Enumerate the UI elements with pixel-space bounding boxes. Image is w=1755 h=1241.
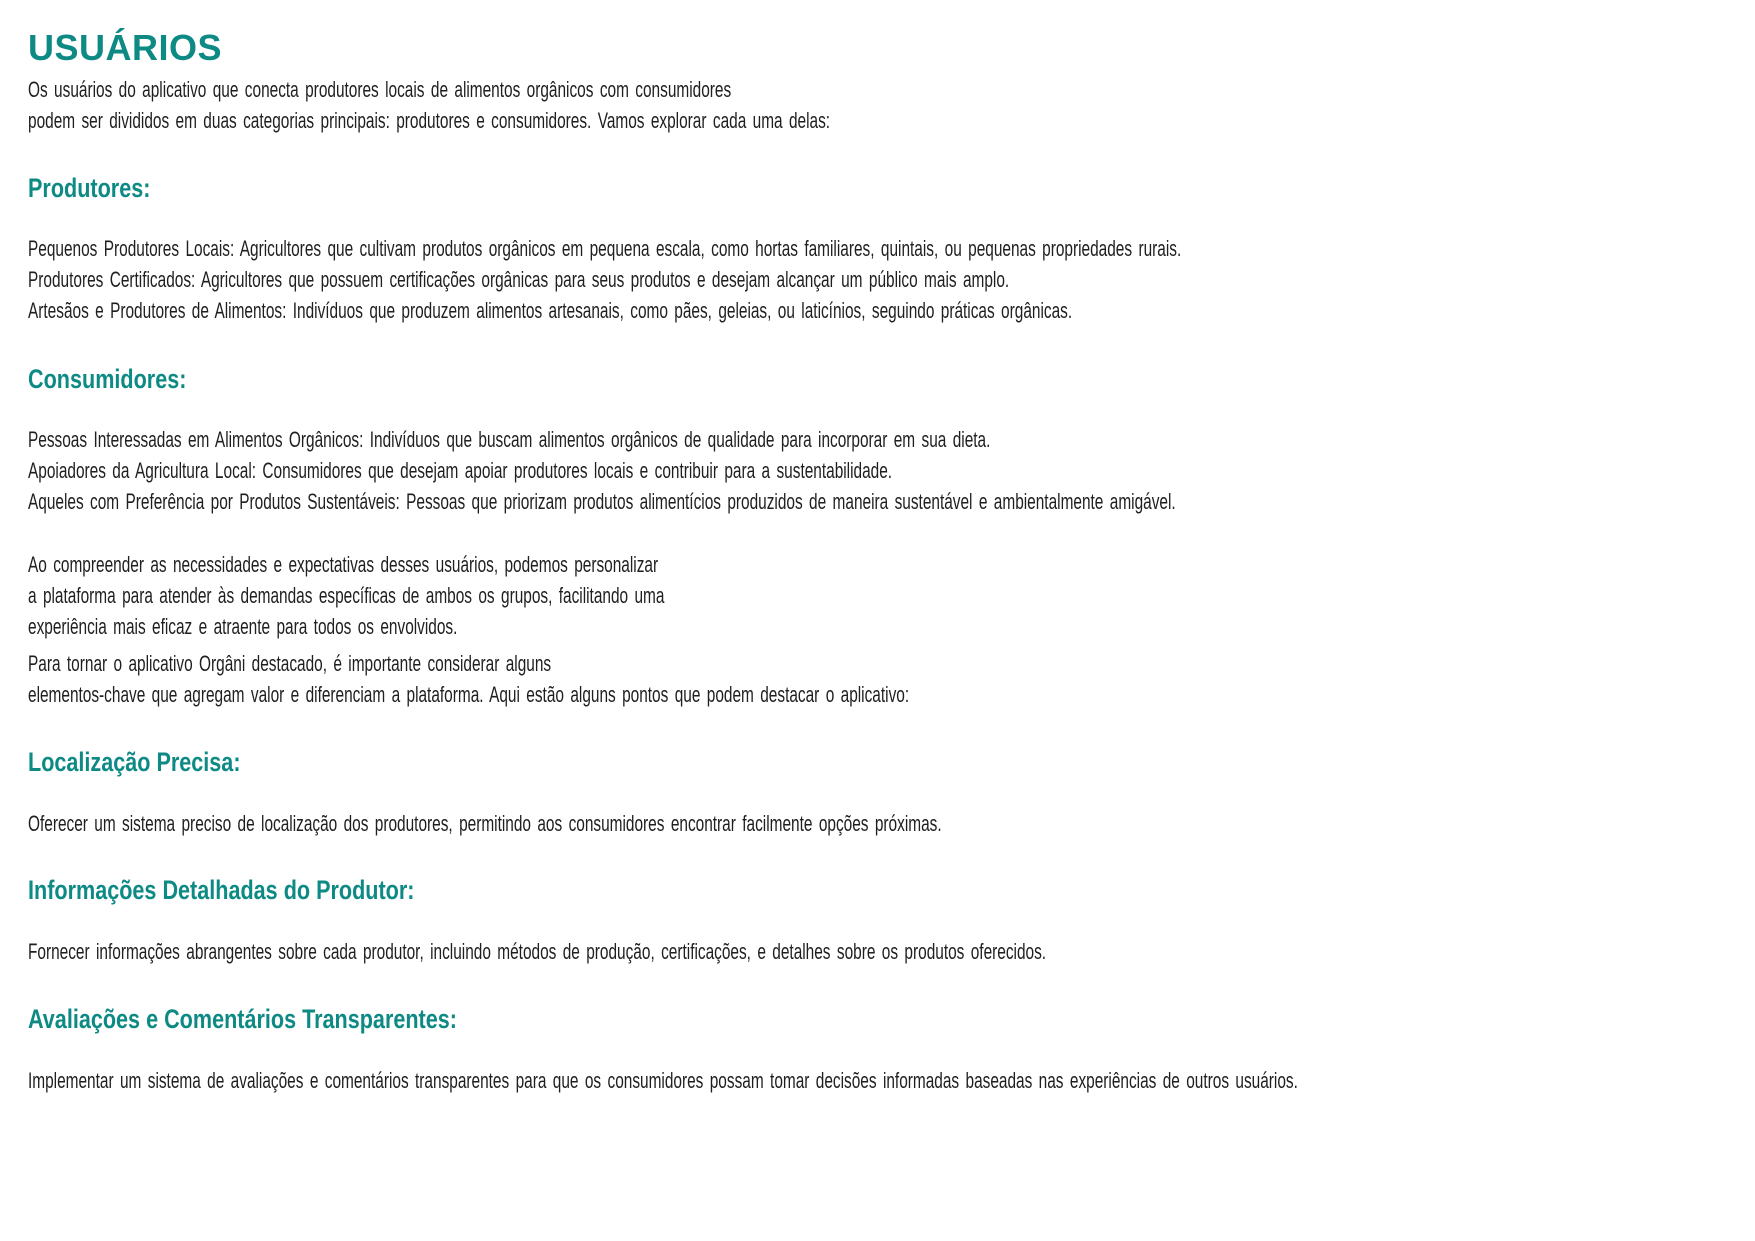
consumidores-item-2: Apoiadores da Agricultura Local: Consumidores que desejam apoiar produtores locais e contribuir para a sustentabilidade. (28, 458, 893, 483)
section-heading-informacoes: Informações Detalhadas do Produtor: (28, 875, 415, 905)
destaque-line-2: elementos-chave que agregam valor e diferenciam a plataforma. Aqui estão alguns pontos que podem destacar o aplicativo: (28, 682, 910, 707)
section-heading-consumidores: Consumidores: (28, 364, 187, 394)
section-heading-localizacao: Localização Precisa: (28, 747, 241, 777)
consumidores-item-3: Aqueles com Preferência por Produtos Sustentáveis: Pessoas que priorizam produtos alimentícios produzidos de maneira sustentável e ambientalmente amigável. (28, 489, 1176, 514)
conclusion-line-1: Ao compreender as necessidades e expectativas desses usuários, podemos personalizar (28, 552, 659, 577)
section-heading-avaliacoes: Avaliações e Comentários Transparentes: (28, 1004, 457, 1034)
intro-line-2: podem ser divididos em duas categorias principais: produtores e consumidores. Vamos explorar cada uma delas: (28, 108, 831, 133)
produtores-item-1: Pequenos Produtores Locais: Agricultores que cultivam produtos orgânicos em pequena escala, como hortas familiares, quintais, ou pequenas propriedades rurais. (28, 236, 1182, 261)
produtores-item-2: Produtores Certificados: Agricultores que possuem certificações orgânicas para seus produtos e desejam alcançar um público mais amplo. (28, 267, 1010, 292)
produtores-item-3: Artesãos e Produtores de Alimentos: Indivíduos que produzem alimentos artesanais, como pães, geleias, ou laticínios, seguindo práticas orgânicas. (28, 298, 1073, 323)
conclusion-line-2: a plataforma para atender às demandas específicas de ambos os grupos, facilitando uma (28, 583, 665, 608)
localizacao-text: Oferecer um sistema preciso de localização dos produtores, permitindo aos consumidores encontrar facilmente opções próximas. (28, 811, 942, 836)
consumidores-item-1: Pessoas Interessadas em Alimentos Orgânicos: Indivíduos que buscam alimentos orgânicos de qualidade para incorporar em sua dieta. (28, 427, 991, 452)
document-page (28, 0, 1728, 1241)
avaliacoes-text: Implementar um sistema de avaliações e comentários transparentes para que os consumidores possam tomar decisões informadas baseadas nas experiências de outros usuários. (28, 1068, 1298, 1093)
intro-line-1: Os usuários do aplicativo que conecta produtores locais de alimentos orgânicos com consumidores (28, 77, 732, 102)
destaque-line-1: Para tornar o aplicativo Orgâni destacado, é importante considerar alguns (28, 651, 552, 676)
section-heading-produtores: Produtores: (28, 173, 151, 203)
page-title: USUÁRIOS (28, 27, 223, 68)
informacoes-text: Fornecer informações abrangentes sobre cada produtor, incluindo métodos de produção, certificações, e detalhes sobre os produtos oferecidos. (28, 939, 1047, 964)
conclusion-line-3: experiência mais eficaz e atraente para todos os envolvidos. (28, 614, 458, 639)
